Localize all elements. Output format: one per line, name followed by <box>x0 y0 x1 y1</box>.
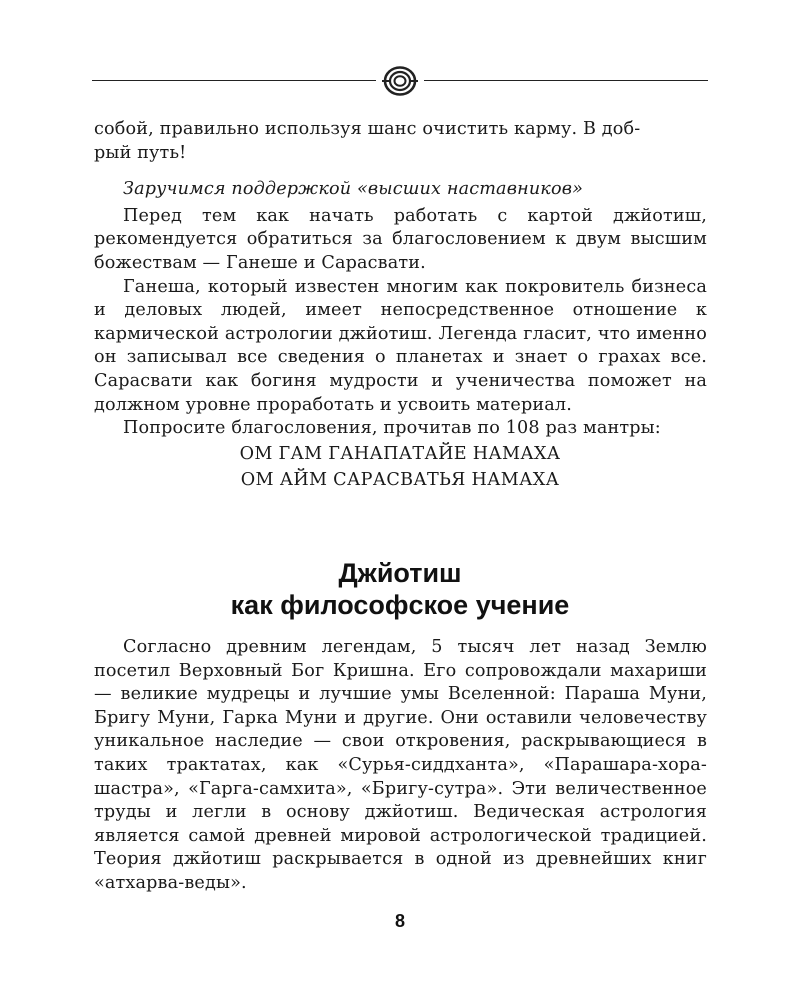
header-ornament <box>92 64 708 98</box>
continued-line-1: собой, правильно используя шанс очистить карму. В доб- <box>94 119 641 139</box>
bottom-text-block <box>94 636 707 896</box>
paragraph: Согласно древним легендам, 5 тысяч лет назад Землю посетил Верховный Бог Кришна. Его сопровождали махариши — великие мудрецы и лучшие умы Вселенной: Параша Муни, Бригу Муни, Гарка Муни и другие. Они оставили человечеству уникальное наследие — свои откровения, раскрывающиеся в таких трактатах, как «Сурья-сиддханта», «Парашара-хора-шастра», «Гарга-самхита», «Бригу-сутра». Эти величественное труды и легли в основу джйотиш. Ведическая астрология является самой древней мировой астрологической традицией. Теория джйотиш раскрывается в одной из древнейших книг «атхарва-веды». <box>94 637 707 893</box>
paragraph: Перед тем как начать работать с картой джйотиш, рекомендуется обратиться за благословением к двум высшим божествам — Ганеше и Сарасвати. <box>94 205 707 273</box>
header-rule-left <box>92 80 376 81</box>
page-number: 8 <box>394 911 405 931</box>
header-rule-right <box>424 80 708 81</box>
paragraph: Попросите благословения, прочитав по 108 раз мантры: <box>123 418 661 439</box>
paragraph: Ганеша, который известен многим как покровитель бизнеса и деловых людей, имеет непосредственное отношение к кармической астрологии джйотиш. Легенда гласит, что именно он записывал все сведения о планетах и знает о грахах все. Сарасвати как богиня мудрости и ученичества поможет на должном уровне проработать и усвоить материал. <box>94 276 707 415</box>
section-title-line-2: как философское учение <box>230 590 570 620</box>
mantra-saraswati: ОМ АЙМ САРАСВАТЬЯ НАМАХА <box>240 470 560 490</box>
section-title-line-1: Джйотиш <box>338 558 462 588</box>
continued-paragraph <box>94 118 707 165</box>
continued-line-2: рый путь! <box>94 142 187 163</box>
subheading: Заручимся поддержкой «высших наставников» <box>123 179 584 200</box>
concentric-circles-icon <box>382 64 418 98</box>
mantra-ganesha: ОМ ГАМ ГАНАПАТАЙЕ НАМАХА <box>239 444 561 464</box>
top-text-block <box>94 118 707 441</box>
